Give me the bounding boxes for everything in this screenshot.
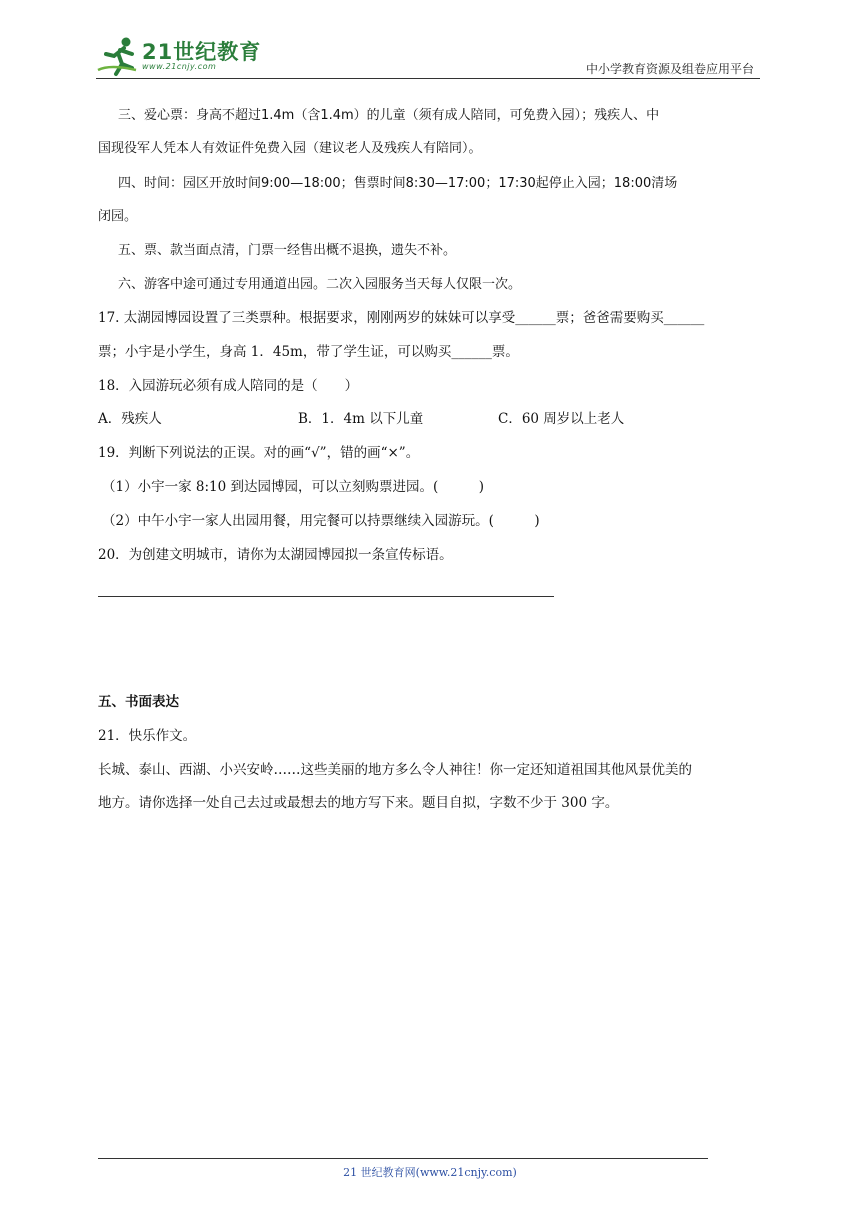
question-17-line-2: 票；小宇是小学生，身高 1．45m，带了学生证，可以购买______票。 [98,344,519,360]
rule-3-line-1: 三、爱心票：身高不超过1.4m（含1.4m）的儿童（须有成人陪同，可免费入园）；残疾人、中 [118,108,660,123]
question-19-item-2: （2）中午小宇一家人出园用餐，用完餐可以持票继续入园游玩。( ) [102,513,540,529]
rule-4-line-2: 闭园。 [98,209,138,224]
page-header [96,34,760,80]
question-21-prompt-line-2: 地方。请你选择一处自己去过或最想去的地方写下来。题目自拟，字数不少于 300 字。 [98,795,619,811]
question-19: 19．判断下列说法的正误。对的画“√”，错的画“×”。 [98,445,420,461]
question-18-option-b: B．1．4m 以下儿童 [298,411,424,427]
question-21: 21．快乐作文。 [98,728,197,744]
header-divider [96,78,760,79]
rule-5: 五、票、款当面点清，门票一经售出概不退换，遗失不补。 [118,243,457,258]
question-18: 18．入园游玩必须有成人陪同的是（ ） [98,378,359,394]
rule-6: 六、游客中途可通过专用通道出园。二次入园服务当天每人仅限一次。 [118,277,522,292]
rule-4-line-1: 四、时间：园区开放时间9:00—18:00；售票时间8:30—17:00；17:30起停止入园；18:00清场 [118,176,678,191]
question-21-prompt-line-1: 长城、泰山、西湖、小兴安岭……这些美丽的地方多么令人神往！你一定还知道祖国其他风景优美的 [98,762,692,778]
question-20: 20．为创建文明城市，请你为太湖园博园拟一条宣传标语。 [98,547,453,563]
runner-logo-icon [96,34,140,78]
question-18-option-c: C．60 周岁以上老人 [498,411,625,427]
question-18-option-a: A．残疾人 [98,411,162,427]
answer-line [98,596,554,597]
question-17-line-1: 17. 太湖园博园设置了三类票种。根据要求，刚刚两岁的妹妹可以享受______票；爸爸需要购买______ [98,310,705,326]
logo-url: www.21cnjy.com [142,62,217,71]
section-5-title: 五、书面表达 [98,694,179,710]
footer-divider [98,1158,708,1159]
rule-3-line-2: 国现役军人凭本人有效证件免费入园（建议老人及残疾人有陪同）。 [98,141,482,156]
logo-text: 21世纪教育 [142,40,262,64]
header-platform-text: 中小学教育资源及组卷应用平台 [585,62,754,76]
footer-text: 21 世纪教育网(www.21cnjy.com) [343,1166,517,1179]
question-19-item-1: （1）小宇一家 8:10 到达园博园，可以立刻购票进园。( ) [102,479,485,495]
logo [96,34,266,78]
